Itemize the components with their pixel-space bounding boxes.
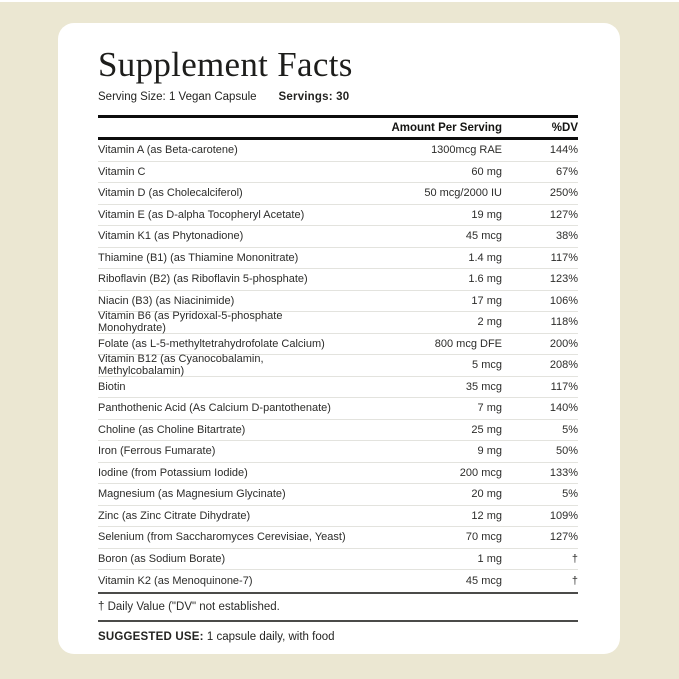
table-row xyxy=(98,226,578,248)
table-row xyxy=(98,398,578,420)
suggested-use xyxy=(98,631,578,643)
nutrient-name: Vitamin K2 (as Menoquinone-7) xyxy=(98,574,253,587)
nutrient-name: Riboflavin (B2) (as Riboflavin 5-phosphate) xyxy=(98,273,308,286)
nutrient-amount: 50 mcg/2000 IU xyxy=(424,187,502,200)
nutrient-amount: 7 mg xyxy=(477,402,502,415)
nutrient-dv: 123% xyxy=(549,273,578,286)
nutrient-amount: 1.4 mg xyxy=(468,251,502,264)
nutrient-name: Panthothenic Acid (As Calcium D-pantothenate) xyxy=(98,402,331,415)
nutrient-name: Biotin xyxy=(98,380,126,393)
nutrient-name: Vitamin K1 (as Phytonadione) xyxy=(98,230,244,243)
nutrient-dv: 117% xyxy=(550,380,578,393)
table-row xyxy=(98,527,578,549)
nutrient-dv: 106% xyxy=(549,294,578,307)
nutrient-name: Vitamin B6 (as Pyridoxal-5-phosphate Monohydrate) xyxy=(98,310,283,335)
serving-info xyxy=(98,89,578,104)
nutrient-dv: 67% xyxy=(555,165,578,178)
nutrient-amount: 45 mcg xyxy=(465,230,502,243)
nutrient-name: Vitamin C xyxy=(98,165,146,178)
nutrient-dv: 200% xyxy=(549,337,578,350)
nutrient-table xyxy=(98,140,578,592)
nutrient-amount: 19 mg xyxy=(471,208,502,221)
medium-rule-below-footnote xyxy=(98,620,578,622)
nutrient-dv: 50% xyxy=(555,445,578,458)
table-row xyxy=(98,162,578,184)
table-row xyxy=(98,140,578,162)
nutrient-amount: 70 mcg xyxy=(465,531,502,544)
nutrient-name: Folate (as L-5-methyltetrahydrofolate Calcium) xyxy=(98,337,325,350)
table-row xyxy=(98,463,578,485)
table-row xyxy=(98,183,578,205)
table-row xyxy=(98,269,578,291)
nutrient-amount: 60 mg xyxy=(471,165,502,178)
nutrient-dv: 5% xyxy=(562,423,578,436)
nutrient-name: Magnesium (as Magnesium Glycinate) xyxy=(98,488,286,501)
dv-footnote-text: † Daily Value ("DV" not established. xyxy=(98,600,280,613)
nutrient-dv: 144% xyxy=(549,144,578,157)
nutrient-name: Boron (as Sodium Borate) xyxy=(98,552,226,565)
table-row xyxy=(98,420,578,442)
nutrient-amount: 1300mcg RAE xyxy=(431,144,502,157)
nutrient-dv: 250% xyxy=(549,187,578,200)
table-row xyxy=(98,205,578,227)
nutrient-amount: 12 mg xyxy=(471,509,502,522)
nutrient-name: Vitamin E (as D-alpha Tocopheryl Acetate) xyxy=(98,208,305,221)
nutrient-name: Zinc (as Zinc Citrate Dihydrate) xyxy=(98,509,251,522)
nutrient-dv: 5% xyxy=(562,488,578,501)
servings-count-text: Servings: 30 xyxy=(278,90,350,103)
suggested-use-text: 1 capsule daily, with food xyxy=(206,630,335,643)
table-row xyxy=(98,570,578,592)
table-row xyxy=(98,377,578,399)
table-row xyxy=(98,291,578,313)
nutrient-dv: 38% xyxy=(555,230,578,243)
nutrient-amount: 35 mcg xyxy=(465,380,502,393)
supplement-facts-card xyxy=(58,23,620,654)
table-row xyxy=(98,312,578,334)
table-row xyxy=(98,549,578,571)
nutrient-dv: 127% xyxy=(549,208,578,221)
nutrient-dv: † xyxy=(571,552,578,565)
nutrient-name: Thiamine (B1) (as Thiamine Mononitrate) xyxy=(98,251,299,264)
nutrient-dv: † xyxy=(571,574,578,587)
nutrient-dv: 133% xyxy=(549,466,578,479)
nutrient-amount: 25 mg xyxy=(471,423,502,436)
nutrient-amount: 1 mg xyxy=(477,552,502,565)
nutrient-amount: 20 mg xyxy=(471,488,502,501)
nutrient-amount: 45 mcg xyxy=(465,574,502,587)
nutrient-amount: 200 mcg xyxy=(459,466,502,479)
suggested-use-label: SUGGESTED USE: xyxy=(98,630,204,643)
header-amount-per-serving: Amount Per Serving xyxy=(391,121,502,134)
nutrient-dv: 127% xyxy=(549,531,578,544)
header-dv: %DV xyxy=(551,121,578,134)
nutrient-name: Selenium (from Saccharomyces Cerevisiae, Yeast) xyxy=(98,531,346,544)
nutrient-dv: 109% xyxy=(549,509,578,522)
serving-size-text: Serving Size: 1 Vegan Capsule xyxy=(98,90,257,103)
page-top-strip xyxy=(0,0,679,2)
nutrient-dv: 140% xyxy=(549,402,578,415)
table-row xyxy=(98,441,578,463)
nutrient-amount: 5 mcg xyxy=(472,359,502,372)
nutrient-name: Vitamin A (as Beta-carotene) xyxy=(98,144,238,157)
table-row xyxy=(98,506,578,528)
nutrient-name: Vitamin B12 (as Cyanocobalamin, Methylcobalamin) xyxy=(98,353,264,378)
nutrient-amount: 17 mg xyxy=(471,294,502,307)
nutrient-dv: 208% xyxy=(549,359,578,372)
nutrient-dv: 118% xyxy=(550,316,578,329)
table-row xyxy=(98,248,578,270)
nutrient-name: Choline (as Choline Bitartrate) xyxy=(98,423,246,436)
table-row xyxy=(98,355,578,377)
nutrient-name: Niacin (B3) (as Niacinimide) xyxy=(98,294,235,307)
nutrient-name: Iodine (from Potassium Iodide) xyxy=(98,466,248,479)
nutrient-amount: 1.6 mg xyxy=(468,273,502,286)
nutrient-name: Vitamin D (as Cholecalciferol) xyxy=(98,187,243,200)
nutrient-amount: 2 mg xyxy=(477,316,502,329)
table-row xyxy=(98,484,578,506)
table-header-row xyxy=(98,118,578,137)
page-title: Supplement Facts xyxy=(98,45,353,84)
table-row xyxy=(98,334,578,356)
nutrient-amount: 9 mg xyxy=(477,445,502,458)
nutrient-amount: 800 mcg DFE xyxy=(434,337,502,350)
nutrient-name: Iron (Ferrous Fumarate) xyxy=(98,445,216,458)
dv-footnote xyxy=(98,594,578,620)
nutrient-dv: 117% xyxy=(550,251,578,264)
